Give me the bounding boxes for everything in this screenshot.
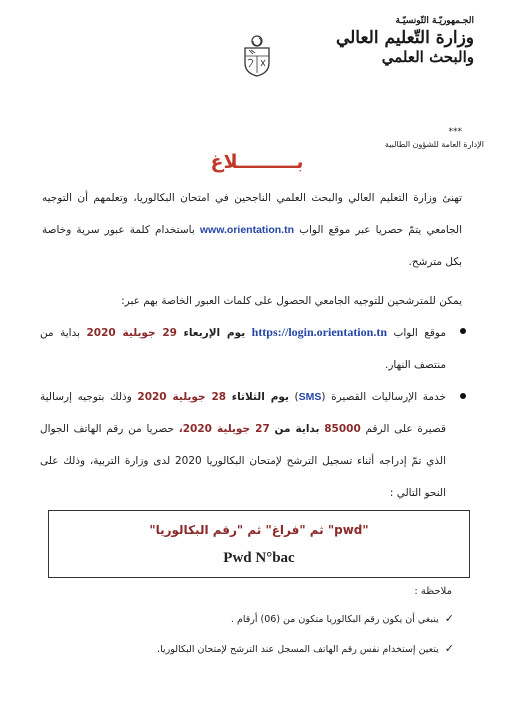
bullet2-day: يوم الثلاثاء [231, 391, 289, 403]
bullet-list [40, 316, 466, 509]
bullet2-text-paren: ) [294, 391, 299, 403]
republic-name: الجـمهوريّـة التّونسيّـة [395, 16, 474, 26]
bullet2-text-1: خدمة الإرساليات القصيرة ( [321, 391, 446, 403]
checkmark-icon: ✓ [444, 642, 454, 655]
ministry-header [314, 16, 474, 66]
ministry-name-line2: والبحث العلمي [381, 48, 474, 66]
intro-text-1: تهنئ وزارة التعليم العالي والبحث العلمي الناجحين في امتحان البكالوريا، وتعلمهم أن التوجيه الجامعي يتمّ حصريا عبر موقع الواب [42, 192, 462, 236]
intro-paragraph [42, 182, 462, 278]
bullet1-day: يوم الإربعاء [183, 327, 246, 339]
checkmark-icon: ✓ [444, 612, 454, 625]
bullet2-from: بداية من [274, 423, 320, 435]
methods-intro: يمكن للمترشحين للتوجيه الجامعي الحصول على كلمات العبور الخاصة بهم عبر: [121, 295, 462, 307]
sms-number: 85000 [324, 423, 361, 435]
bullet-icon [460, 328, 466, 334]
bullet-icon [460, 393, 466, 399]
bullet1-text-1: موقع الواب [393, 327, 446, 339]
login-site-link[interactable]: https://login.orientation.tn [251, 325, 387, 339]
note-label: ملاحظة : [414, 586, 452, 597]
separator-stars: *** [448, 127, 462, 137]
bullet2-date2: 27 جويلية 2020، [178, 423, 270, 435]
orientation-site-link[interactable]: www.orientation.tn [199, 224, 294, 236]
note-item [231, 612, 454, 625]
intro-text-2: باستخدام كلمة عبور سرية وخاصة بكل مترشح. [42, 224, 462, 268]
sms-label: SMS [298, 391, 322, 403]
note-text: يتعين إستخدام نفس رقم الهاتف المسجل عند الترشح لإمتحان البكالوريا. [157, 644, 439, 655]
bullet2-date: 28 جويلية 2020 [137, 391, 227, 403]
bullet1-date: 29 جويلية 2020 [86, 327, 177, 339]
ministry-name-line1: وزارة التّعليم العالي [335, 28, 474, 48]
sms-format-latin: Pwd N°bac [223, 550, 295, 566]
sms-format-box [48, 510, 470, 578]
sms-format-arabic: "pwd" ثم "فراغ" ثم "رقم البكالوريا" [149, 523, 369, 537]
bullet1-text-2: بداية من منتصف النهار. [40, 327, 446, 371]
note-item [157, 642, 454, 655]
announcement-title: بـــــــــلاغ [210, 151, 304, 173]
list-item-web [40, 316, 466, 381]
bullet2-text-2: وذلك بتوجيه إرسالية قصيرة على الرقم [40, 391, 446, 435]
department-name: الإدارة العامة للشؤون الطالبية [384, 140, 484, 149]
coat-of-arms-icon [241, 35, 273, 77]
note-text: ينبغي أن يكون رقم البكالوريا متكون من (06) أرقام . [230, 614, 439, 625]
bullet2-text-3: حصريا من رقم الهاتف الجوال الذي تمّ إدراجه أثناء تسجيل الترشح لإمتحان البكالوريا 2020 لدى وزارة التربية، وذلك على النحو التالي : [40, 423, 446, 499]
list-item-sms [40, 381, 466, 509]
